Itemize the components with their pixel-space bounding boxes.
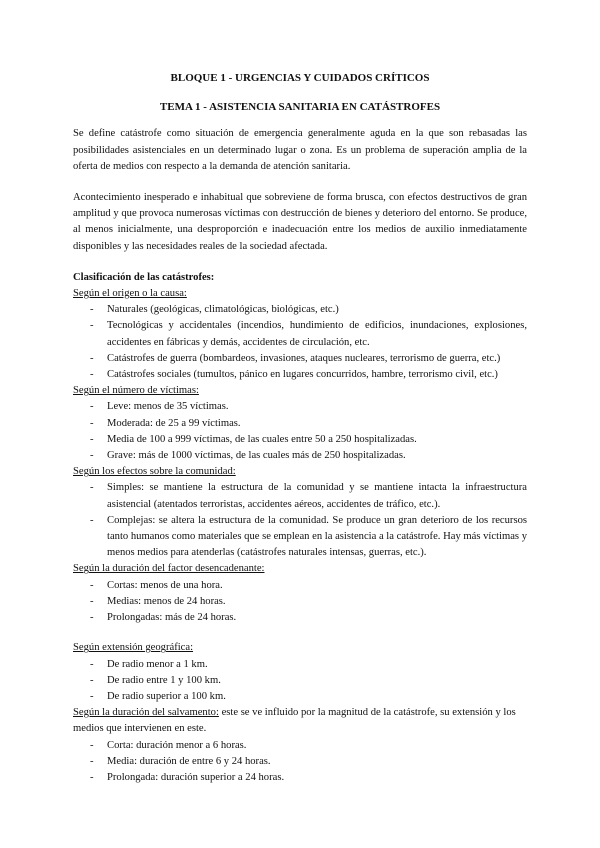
origin-list: [73, 302, 527, 383]
origin-heading: Según el origen o la causa:: [73, 288, 187, 300]
list-item: - Leve: menos de 35 víctimas.: [90, 401, 229, 413]
list-item: - Tecnológicas y accidentales (incendios, hundimiento de edificios, inundaciones, explosiones, accidentes en fábricas y demás, accidentes de circulación, etc.: [90, 320, 527, 348]
effects-heading: Según los efectos sobre la comunidad:: [73, 466, 236, 478]
spacer: [73, 626, 527, 640]
definition-paragraph: Se define catástrofe como situación de emergencia generalmente aguda en la que son rebasadas las posibilidades asistenciales en un determinado lugar o zona. Es un problema de superación amplia de la oferta de medios con respecto a la demanda de atención sanitaria.: [73, 128, 527, 172]
list-item: - Simples: se mantiene la estructura de la comunidad y se mantiene intacta la infraestructura asistencial (atentados terroristas, accidentes aéreos, accidentes de tráfico, etc.).: [90, 482, 527, 510]
classification-heading: Clasificación de las catástrofes:: [73, 271, 215, 283]
list-item: - De radio entre 1 y 100 km.: [90, 674, 221, 686]
list-item: - Catástrofes de guerra (bombardeos, invasiones, ataques nucleares, terrorismo de guerra, etc.): [90, 352, 501, 364]
victims-list: [73, 399, 527, 464]
rescue-heading: Según la duración del salvamento:: [73, 707, 219, 719]
list-item: - De radio superior a 100 km.: [90, 690, 226, 702]
extension-list: [73, 657, 527, 706]
rescue-note: este se ve influido por la magnitud de la catástrofe, su extensión y los medios que intervienen en este.: [73, 707, 516, 735]
list-item: - Grave: más de 1000 víctimas, de las cuales más de 250 hospitalizadas.: [90, 450, 406, 462]
description-paragraph: Acontecimiento inesperado e inhabitual que sobreviene de forma brusca, con efectos destructivos de gran amplitud y que provoca numerosas víctimas con destrucción de bienes y deterioro del entorno. Se produce, al menos inicialmente, una desproporción e inadecuación entre los medios de auxilio inmediatamente disponibles y las necesidades reales de la sociedad afectada.: [73, 192, 527, 252]
block-title: BLOQUE 1 - URGENCIAS Y CUIDADOS CRÍTICOS: [170, 72, 430, 84]
list-item: - Prolongadas: más de 24 horas.: [90, 612, 237, 624]
list-item: - Moderada: de 25 a 99 víctimas.: [90, 417, 241, 429]
list-item: - Corta: duración menor a 6 horas.: [90, 739, 247, 751]
duration-factor-heading: Según la duración del factor desencadenante:: [73, 563, 265, 575]
list-item: - Media: duración de entre 6 y 24 horas.: [90, 755, 271, 767]
list-item: - Medias: menos de 24 horas.: [90, 595, 226, 607]
list-item: - Catástrofes sociales (tumultos, pánico en lugares concurridos, hambre, terrorismo civil, etc.): [90, 369, 498, 381]
list-item: - Cortas: menos de una hora.: [90, 579, 223, 591]
list-item: - Complejas: se altera la estructura de la comunidad. Se produce un gran deterioro de los recursos tanto humanos como materiales que se emplean en la asistencia a la catástrofe. Hay más víctimas y menos medios para atenderlas (catástrofes naturales intensas, guerras, etc.).: [90, 514, 527, 559]
extension-heading: Según extensión geográfica:: [73, 642, 194, 654]
victims-heading: Según el número de víctimas:: [73, 385, 199, 397]
rescue-list: [73, 738, 527, 787]
list-item: - Naturales (geológicas, climatológicas, biológicas, etc.): [90, 304, 339, 316]
list-item: - Media de 100 a 999 víctimas, de las cuales entre 50 a 250 hospitalizadas.: [90, 433, 417, 445]
rescue-heading-line: [73, 705, 527, 737]
document-content: [73, 70, 527, 786]
effects-list: [73, 480, 527, 561]
list-item: - De radio menor a 1 km.: [90, 658, 208, 670]
topic-title: TEMA 1 - ASISTENCIA SANITARIA EN CATÁSTROFES: [159, 101, 441, 114]
duration-factor-list: [73, 578, 527, 627]
list-item: - Prolongada: duración superior a 24 horas.: [90, 771, 285, 783]
